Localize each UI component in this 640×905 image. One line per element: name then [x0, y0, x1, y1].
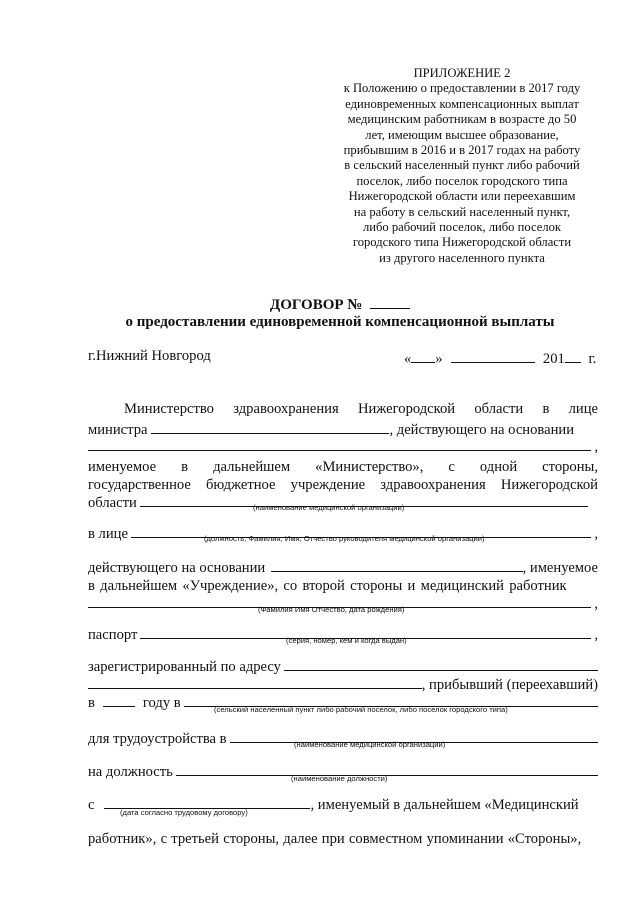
annex-line: в сельский населенный пункт либо рабочий [344, 158, 580, 173]
caption-position: (должность, Фамилия, Имя, Отчество руководителя медицинской организации) [204, 534, 485, 543]
institution-basis-field[interactable] [271, 557, 522, 572]
arrived-line [88, 674, 598, 694]
annex-line: либо рабочий поселок, либо поселок [362, 220, 562, 235]
annex-line: поселок, либо поселок городского типа [356, 173, 568, 188]
named-tail-label: , именуемое [522, 560, 598, 576]
basis-field[interactable] [88, 436, 591, 451]
caption-org: (наименование медицинской организации) [253, 503, 405, 512]
for-employment-label: для трудоустройства в [88, 731, 227, 747]
registered-line [88, 656, 598, 676]
minister-label: министра [88, 422, 148, 438]
caption-fio: (Фамилия Имя Отчество, дата рождения) [258, 605, 405, 614]
annex-line: единовременных компенсационных выплат [345, 96, 579, 111]
caption-org-2: (наименование медицинской организации) [294, 740, 446, 749]
contract-number-field[interactable] [370, 294, 410, 309]
arrival-year-field[interactable] [103, 692, 135, 707]
annex-line: Нижегородской области или переехавшим [348, 189, 576, 204]
minister-name-field[interactable] [151, 419, 389, 434]
year-suffix: г. [588, 351, 597, 367]
annex-line: из другого населенного пункта [379, 250, 545, 265]
quote-open: « [404, 351, 412, 367]
annex-line: к Положению о предоставлении в 2017 году [343, 81, 581, 96]
word: именуемое [88, 459, 157, 475]
caption-date: (дата согласно трудовому договору) [120, 808, 248, 817]
v-label: в [88, 695, 95, 711]
word: стороны, [542, 459, 598, 475]
word: одной [479, 459, 518, 475]
comma: , [594, 439, 598, 455]
comma: , [594, 627, 598, 643]
word: бюджетное [205, 477, 276, 493]
year-prefix: 201 [542, 351, 565, 367]
annex-line: на работу в сельский населенный пункт, [353, 204, 571, 219]
named-med-label: , именуемый в дальнейшем «Медицинский [310, 797, 579, 813]
word: Нижегородской [357, 401, 456, 417]
contract-title-text: ДОГОВОР № [269, 297, 363, 313]
annex-line: городского типа Нижегородской области [352, 235, 572, 250]
annex-heading: ПРИЛОЖЕНИЕ 2 [413, 66, 511, 80]
for-position-label: на должность [88, 764, 173, 780]
annex-line: лет, имеющим высшее образование, [365, 127, 559, 142]
word: дальнейшем [213, 459, 291, 475]
year-in-label: году в [142, 695, 181, 711]
contract-subtitle: о предоставлении единовременной компенсационной выплаты [125, 314, 555, 330]
registered-label: зарегистрированный по адресу [88, 659, 281, 675]
annex-line: медицинским работникам в возрасте до 50 [347, 112, 577, 127]
comma: , [594, 526, 598, 542]
acting-basis-label: , действующего на основании [389, 422, 575, 438]
arrived-label: , прибывший (переехавший) [421, 677, 598, 693]
year-field[interactable] [565, 348, 581, 363]
word: лице [568, 401, 598, 417]
word: в [542, 401, 550, 417]
word: области [474, 401, 524, 417]
acting-on-label: действующего на основании [88, 560, 266, 576]
contract-title [60, 294, 620, 314]
address-field[interactable] [284, 656, 598, 671]
last-line-text: работник», с третьей стороны, далее при совместном упоминании «Стороны», [88, 831, 582, 847]
word: здравоохранения [233, 401, 339, 417]
from-label: с [88, 797, 95, 813]
passport-label: паспорт [88, 627, 138, 643]
comma: , [594, 596, 598, 612]
word: государственное [88, 477, 191, 493]
basis-line [88, 436, 598, 456]
oblasti-label: области [88, 495, 137, 511]
caption-settlement: (сельский населенный пункт либо рабочий поселок, либо поселок городского типа) [214, 705, 508, 714]
month-field[interactable] [451, 348, 535, 363]
acting-on-line [88, 557, 598, 577]
in-further-label: в дальнейшем «Учреждение», со второй стороны и медицинский работник [88, 578, 567, 594]
word: с [448, 459, 455, 475]
word: учреждение [290, 477, 366, 493]
annex-block [332, 66, 592, 266]
last-line [88, 829, 598, 849]
paragraph-line-1 [124, 399, 598, 419]
caption-passport: (серия, номер, кем и когда выдан) [286, 636, 407, 645]
address-field-2[interactable] [88, 674, 422, 689]
word: Министерство [124, 401, 214, 417]
quote-close: » [435, 351, 443, 367]
city-label: г.Нижний Новгород [88, 348, 211, 364]
word: в [181, 459, 189, 475]
word: здравоохранения [380, 477, 486, 493]
annex-line: прибывшим в 2016 и в 2017 годах на работу [343, 143, 581, 158]
word: Нижегородской [500, 477, 598, 493]
start-date-field[interactable] [104, 794, 310, 809]
word: «Министерство», [315, 459, 424, 475]
in-person-label: в лице [88, 526, 128, 542]
caption-job: (наименование должности) [291, 774, 388, 783]
date-line [404, 348, 596, 368]
paragraph-line-named [88, 457, 598, 477]
day-field[interactable] [411, 348, 435, 363]
